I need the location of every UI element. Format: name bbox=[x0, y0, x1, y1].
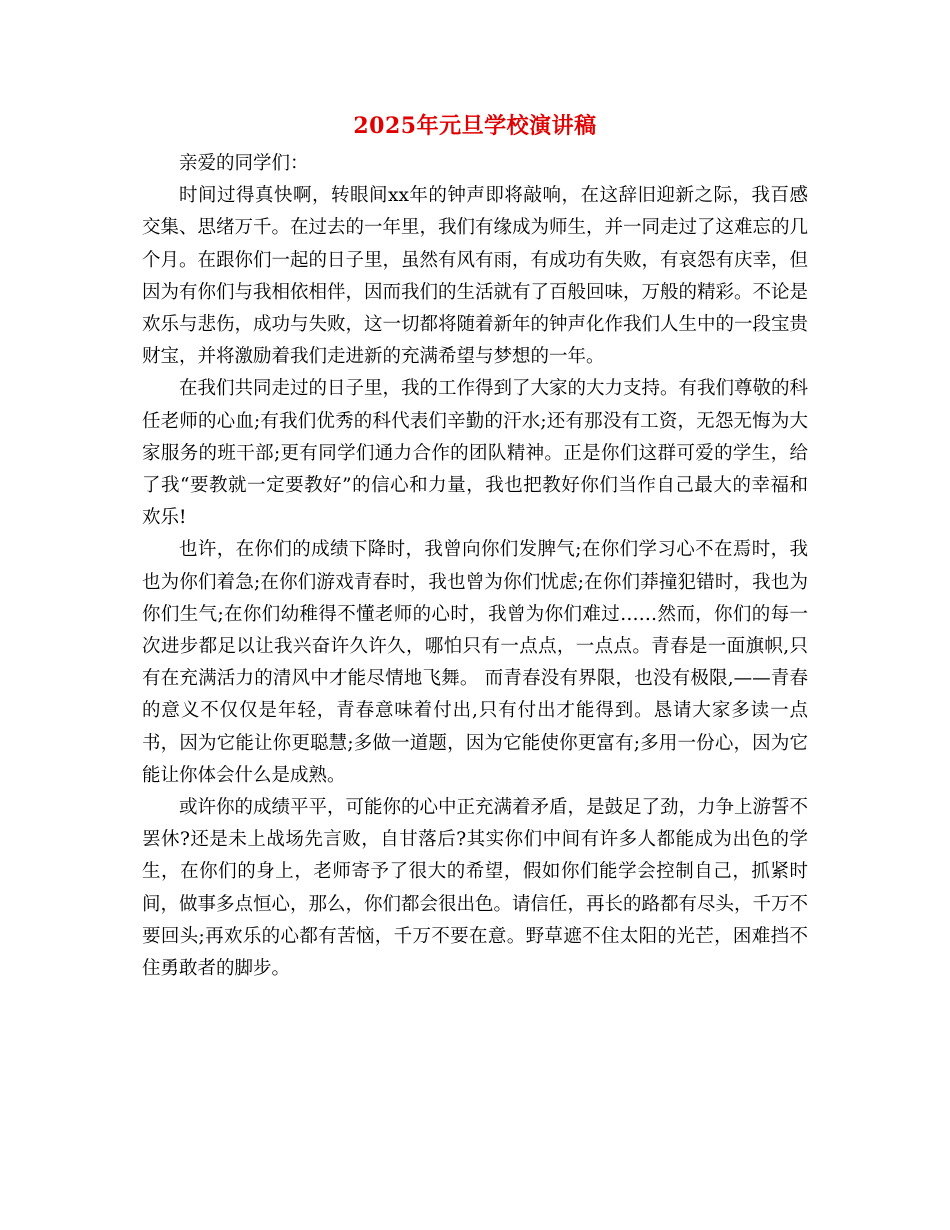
paragraph: 或许你的成绩平平，可能你的心中正充满着矛盾，是鼓足了劲，力争上游誓不罢休?还是未上战场先言败，自甘落后?其实你们中间有许多人都能成为出色的学生，在你们的身上，老师寄予了很大的希望，假如你们能学会控制自己，抓紧时间，做事多点恒心，那么，你们都会很出色。请信任，再长的路都有尽头，千万不要回头;再欢乐的心都有苦恼，千万不要在意。野草遮不住太阳的光芒，困难挡不住勇敢者的脚步。 bbox=[142, 797, 809, 980]
paragraph: 也许，在你们的成绩下降时，我曾向你们发脾气;在你们学习心不在焉时，我也为你们着急;在你们游戏青春时，我也曾为你们忧虑;在你们莽撞犯错时，我也为你们生气;在你们幼稚得不懂老师的心时，我曾为你们难过……然而，你们的每一次进步都足以让我兴奋许久许久，哪怕只有一点点，一点点。青春是一面旗帜,只有在充满活力的清风中才能尽情地飞舞。 而青春没有界限，也没有极限,——青春的意义不仅仅是年轻，青春意味着付出,只有付出才能得到。恳请大家多读一点书，因为它能让你更聪慧;多做一道题，因为它能使你更富有;多用一份心，因为它能让你体会什么是成熟。 bbox=[142, 539, 808, 786]
document-title: 2025年元旦学校演讲稿 bbox=[353, 113, 597, 139]
paragraph: 在我们共同走过的日子里，我的工作得到了大家的大力支持。有我们尊敬的科任老师的心血;有我们优秀的科代表们辛勤的汗水;还有那没有工资，无怨无悔为大家服务的班干部;更有同学们通力合作的团队精神。正是你们这群可爱的学生，给了我“要教就一定要教好”的信心和力量，我也把教好你们当作自己最大的幸福和欢乐! bbox=[142, 378, 809, 529]
paragraph: 时间过得真快啊，转眼间xx年的钟声即将敲响，在这辞旧迎新之际，我百感交集、思绪万千。在过去的一年里，我们有缘成为师生，并一同走过了这难忘的几个月。在跟你们一起的日子里，虽然有风有雨，有成功有失败，有哀怨有庆幸，但因为有你们与我相依相伴，因而我们的生活就有了百般回味，万般的精彩。不论是欢乐与悲伤，成功与失败，这一切都将随着新年的钟声化作我们人生中的一段宝贵财宝，并将激励着我们走进新的充满希望与梦想的一年。 bbox=[142, 185, 809, 368]
salutation: 亲爱的同学们： bbox=[179, 153, 309, 174]
document-body bbox=[142, 148, 808, 985]
